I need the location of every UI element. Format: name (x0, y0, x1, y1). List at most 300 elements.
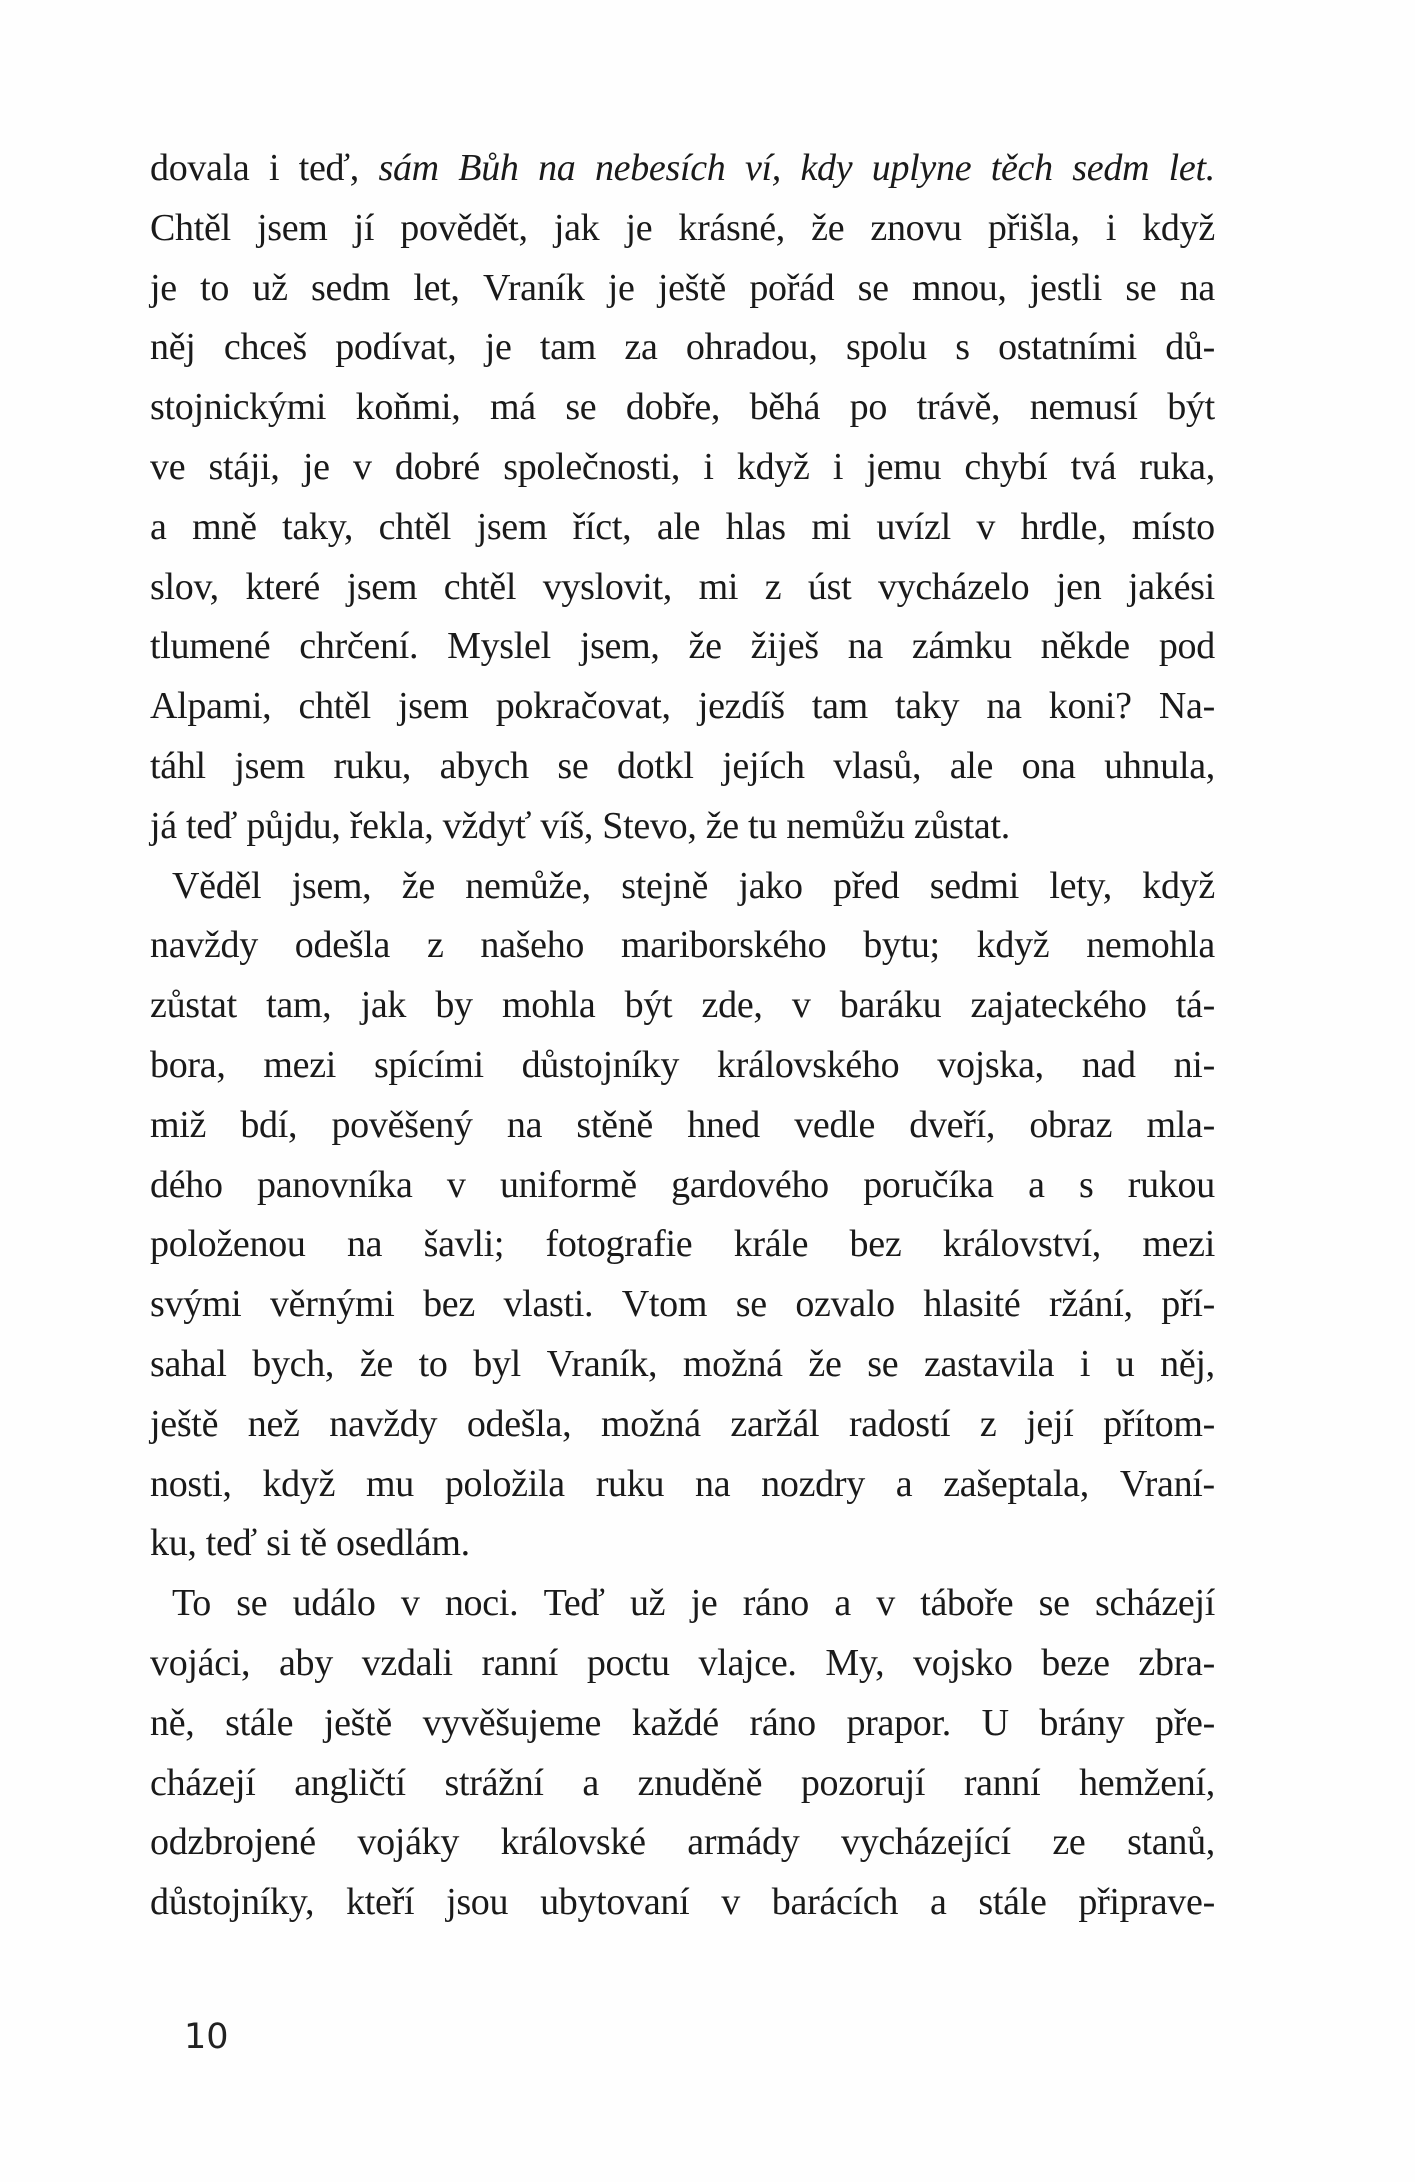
word: nebesích (594, 147, 726, 189)
word: obraz (1029, 1103, 1113, 1146)
paragraph (150, 139, 1215, 857)
word: i (1079, 1342, 1091, 1385)
word: zastavila (923, 1342, 1055, 1385)
word: Teď (543, 1582, 605, 1625)
word: nemůže, (465, 864, 591, 907)
word: být (624, 984, 673, 1027)
word: už (629, 1582, 666, 1625)
word: táboře (920, 1582, 1014, 1625)
word: uplyne (871, 147, 972, 189)
word: Myslel (447, 625, 551, 668)
word: vojáci, (150, 1641, 251, 1684)
word: z (979, 1402, 997, 1445)
word: a (895, 1462, 913, 1505)
text-line (150, 318, 1215, 378)
word: a (150, 505, 167, 548)
word: které (245, 565, 320, 608)
page-number: 10 (184, 2017, 229, 2057)
word: věrnými (269, 1283, 395, 1326)
word: jezdíš (697, 685, 785, 728)
text-line (150, 199, 1215, 259)
word: i (1105, 206, 1117, 249)
text-line (150, 1036, 1215, 1096)
word: scházejí (1095, 1582, 1215, 1625)
word: noci. (444, 1582, 519, 1625)
word: ranní (963, 1761, 1041, 1804)
word: barácích (771, 1881, 899, 1924)
word: kdy (800, 147, 853, 189)
word: miž (150, 1103, 207, 1146)
word: chtěl (443, 565, 517, 608)
word: uvízl (876, 505, 951, 548)
word: mla- (1146, 1103, 1215, 1146)
text-line (150, 1156, 1215, 1216)
word: našeho (480, 924, 585, 967)
word: a (582, 1761, 599, 1804)
word: společnosti, (503, 445, 681, 488)
word: chtěl (298, 685, 371, 728)
word: ozvalo (795, 1283, 895, 1326)
word: Bůh (458, 147, 519, 189)
word: sahal (150, 1342, 227, 1385)
text-line (150, 1275, 1215, 1335)
text-line (150, 976, 1215, 1036)
word: spícími (373, 1043, 484, 1086)
word: trávě, (916, 386, 1001, 429)
word: když (262, 1462, 336, 1505)
word: hned (687, 1103, 760, 1146)
word: navždy (329, 1402, 438, 1445)
text-line (150, 498, 1215, 558)
word: jsem (256, 206, 328, 249)
word: odzbrojené (150, 1821, 316, 1864)
word: ni- (1173, 1043, 1215, 1086)
word: navždy (150, 924, 258, 967)
word: dveří, (909, 1103, 996, 1146)
word: dů- (1165, 326, 1215, 369)
word: a (834, 1582, 851, 1625)
word: radostí (848, 1402, 951, 1445)
word: za (624, 326, 658, 369)
word: možná (682, 1342, 783, 1385)
word: zámku (911, 625, 1012, 668)
text-line (150, 1455, 1215, 1515)
word: dobře, (625, 386, 721, 429)
word: mu (366, 1462, 414, 1505)
word: mezi (263, 1043, 337, 1086)
word: uhnula, (1104, 744, 1215, 787)
word: ve (150, 445, 186, 488)
word: úst (807, 565, 852, 608)
word: stáji, (208, 445, 280, 488)
word: událo (292, 1582, 376, 1625)
word: v (400, 1582, 420, 1625)
word: Chtěl (150, 206, 231, 249)
text-line (150, 1694, 1215, 1754)
word: jsem (398, 685, 469, 728)
word: pozorují (800, 1761, 926, 1804)
word: že (401, 864, 435, 907)
word: mariborského (620, 924, 827, 967)
word: se (565, 386, 597, 429)
word: že (811, 206, 845, 249)
word: panovníka (257, 1163, 413, 1206)
word: stanů, (1127, 1821, 1215, 1864)
word: prapor. (846, 1701, 951, 1744)
word: poručíka (863, 1163, 994, 1206)
word: abych (439, 744, 529, 787)
word: aby (278, 1641, 333, 1684)
word: dobré (394, 445, 480, 488)
word: tam (539, 326, 596, 369)
word: bez (423, 1283, 475, 1326)
word: ze (1052, 1821, 1086, 1864)
word: fotografie (545, 1223, 693, 1266)
word: ráno (749, 1701, 816, 1744)
word: se (1125, 266, 1157, 309)
word: i (268, 147, 280, 189)
word: beze (1041, 1641, 1110, 1684)
word: každé (631, 1701, 719, 1744)
word: ohradou, (685, 326, 818, 369)
word: pře- (1155, 1701, 1215, 1744)
word: strážní (444, 1761, 544, 1804)
word: než (247, 1402, 300, 1445)
word: ještě (323, 1701, 392, 1744)
word: ještě (657, 266, 726, 309)
word: položenou (150, 1223, 306, 1266)
word: To (172, 1582, 211, 1625)
text-line (150, 857, 1215, 917)
word: podívat, (335, 326, 457, 369)
word: bdí, (240, 1103, 298, 1146)
text-line (150, 677, 1215, 737)
word: s (955, 326, 970, 369)
word: zajateckého (970, 984, 1147, 1027)
word: mohla (501, 984, 596, 1027)
word: koni? (1048, 685, 1132, 728)
word: to (200, 266, 230, 309)
word: tam, (266, 984, 332, 1027)
word: by (435, 984, 473, 1027)
word: její (1026, 1402, 1074, 1445)
word: říct, (572, 505, 632, 548)
word: ruku (595, 1462, 665, 1505)
text-line (150, 1215, 1215, 1275)
word: se (735, 1283, 767, 1326)
word: místo (1131, 505, 1215, 548)
word: tvá (1070, 445, 1117, 488)
word: před (833, 864, 900, 907)
word: sedm (311, 266, 391, 309)
word: ostatními (998, 326, 1137, 369)
word: taky (895, 685, 960, 728)
word: znuděně (637, 1761, 763, 1804)
paragraph (150, 857, 1215, 1575)
word: někde (1040, 625, 1130, 668)
word: jsem (234, 744, 305, 787)
word: je (150, 266, 177, 309)
word: taky, (282, 505, 354, 548)
word: let, (413, 266, 460, 309)
word: je (625, 206, 653, 249)
word: angličtí (294, 1761, 406, 1804)
word: táhl (150, 744, 206, 787)
text-line (150, 1634, 1215, 1694)
word: důstojníky (521, 1043, 680, 1086)
word: dotkl (616, 744, 694, 787)
word: krále (733, 1223, 809, 1266)
word: po (849, 386, 888, 429)
word: povědět, (400, 206, 528, 249)
word: ně, (150, 1701, 195, 1744)
word: mezi (1142, 1223, 1215, 1266)
word: se (236, 1582, 268, 1625)
paragraph (150, 1574, 1215, 1933)
text-line (150, 378, 1215, 438)
word: jsou (446, 1881, 509, 1924)
word: nemohla (1086, 924, 1215, 967)
word: v (721, 1881, 740, 1924)
word: ráno (742, 1582, 810, 1625)
text-segment: ku, teď si tě osedlám. (150, 1522, 470, 1565)
word: Věděl (172, 864, 262, 907)
word: ještě (150, 1402, 219, 1445)
word: pořád (749, 266, 835, 309)
text-segment: já teď půjdu, řekla, vždyť víš, Stevo, že tu nemůžu zůstat. (150, 804, 1010, 847)
word: hlas (725, 505, 786, 548)
word: důstojníky, (150, 1881, 315, 1924)
word: dého (150, 1163, 223, 1206)
word: ona (1021, 744, 1076, 787)
word: v (791, 984, 811, 1027)
word: na (847, 625, 883, 668)
word: přítom- (1103, 1402, 1215, 1445)
word: Na- (1158, 685, 1215, 728)
word: těch (990, 147, 1053, 189)
word: je (484, 326, 512, 369)
word: stále (225, 1701, 294, 1744)
word: když (736, 445, 810, 488)
text-line (150, 1514, 1215, 1574)
word: ví, (744, 147, 781, 189)
word: cházejí (150, 1761, 256, 1804)
word: brány (1039, 1701, 1125, 1744)
word: na (506, 1103, 543, 1146)
word: možná (600, 1402, 701, 1445)
word: chybí (964, 445, 1048, 488)
word: sám (378, 147, 439, 189)
word: uniformě (499, 1163, 637, 1206)
text-line (150, 797, 1215, 857)
text-line (150, 259, 1215, 319)
word: na (1179, 266, 1215, 309)
word: ranní (481, 1641, 559, 1684)
text-line (150, 1335, 1215, 1395)
word: nad (1081, 1043, 1136, 1086)
word: My, (825, 1641, 885, 1684)
word: i (703, 445, 714, 488)
word: slov, (150, 565, 219, 608)
word: že (688, 625, 722, 668)
word: zůstat (150, 984, 237, 1027)
text-line (150, 558, 1215, 618)
word: královského (716, 1043, 900, 1086)
word: v (352, 445, 372, 488)
text-line (150, 438, 1215, 498)
word: v (446, 1163, 466, 1206)
text-line (150, 1574, 1215, 1634)
word: vycházející (841, 1821, 1011, 1864)
word: mně (192, 505, 257, 548)
word: když (976, 924, 1050, 967)
word: v (976, 505, 996, 548)
word: vlasti. (503, 1283, 594, 1326)
word: vyslovit, (542, 565, 672, 608)
word: nozdry (761, 1462, 865, 1505)
word: jejích (722, 744, 805, 787)
word: lety, (1049, 864, 1112, 907)
word: pří- (1161, 1283, 1215, 1326)
word: mi (811, 505, 851, 548)
word: se (557, 744, 589, 787)
word: to (418, 1342, 448, 1385)
word: vojsko (913, 1641, 1013, 1684)
word: má (489, 386, 536, 429)
word: tam (811, 685, 868, 728)
word: ruka, (1139, 445, 1215, 488)
word: spolu (845, 326, 927, 369)
word: gardového (671, 1163, 829, 1206)
word: poctu (586, 1641, 670, 1684)
word: na (986, 685, 1022, 728)
text-line (150, 1096, 1215, 1156)
word: U (981, 1701, 1009, 1744)
text-line (150, 737, 1215, 797)
word: jen (1055, 565, 1102, 608)
word: že (359, 1342, 393, 1385)
word: je (690, 1582, 718, 1625)
word: že (808, 1342, 842, 1385)
word: vycházelo (877, 565, 1030, 608)
word: tlumené (150, 625, 271, 668)
word: jak (360, 984, 407, 1027)
word: ale (949, 744, 994, 787)
word: na (538, 147, 576, 189)
word: jak (553, 206, 600, 249)
word: na (695, 1462, 731, 1505)
text-line (150, 1395, 1215, 1455)
word: žiješ (750, 625, 819, 668)
word: se (867, 1342, 899, 1385)
word: pověšený (331, 1103, 473, 1146)
word: v (876, 1582, 895, 1625)
word: nemusí (1029, 386, 1138, 429)
text-line (150, 916, 1215, 976)
text-line (150, 1813, 1215, 1873)
word: vzdali (361, 1641, 453, 1684)
word: vlajce. (698, 1641, 797, 1684)
word: být (1167, 386, 1215, 429)
word: a (1028, 1163, 1045, 1206)
word: Vraník (482, 266, 585, 309)
word: je (302, 445, 330, 488)
word: položila (444, 1462, 565, 1505)
word: Vraník, (546, 1342, 658, 1385)
word: ubytovaní (540, 1881, 690, 1924)
word: chrčení. (299, 625, 419, 668)
word: něj (150, 326, 196, 369)
word: Vtom (621, 1283, 708, 1326)
word: chtěl (378, 505, 452, 548)
word: běhá (749, 386, 821, 429)
word: královské (500, 1821, 646, 1864)
word: mnou, (912, 266, 1007, 309)
word: jsem (346, 565, 418, 608)
word: stěně (576, 1103, 654, 1146)
word: zaržál (730, 1402, 820, 1445)
text-line (150, 139, 1215, 199)
word: pokračovat, (495, 685, 671, 728)
word: něj, (1160, 1342, 1215, 1385)
word: krásné, (678, 206, 785, 249)
word: stejně (621, 864, 709, 907)
word: království, (942, 1223, 1101, 1266)
word: hrdle, (1020, 505, 1107, 548)
word: svými (150, 1283, 242, 1326)
word: vedle (794, 1103, 876, 1146)
word: sedm (1072, 147, 1150, 189)
word: znovu (870, 206, 962, 249)
word: přišla, (987, 206, 1080, 249)
word: s (1078, 1163, 1094, 1206)
text-line (150, 1754, 1215, 1814)
word: jí (353, 206, 375, 249)
word: bych, (252, 1342, 335, 1385)
word: šavli; (423, 1223, 505, 1266)
word: stojnickými (150, 386, 327, 429)
word: už (252, 266, 288, 309)
word: sedmi (929, 864, 1020, 907)
word: připrave- (1078, 1881, 1215, 1924)
text-line (150, 617, 1215, 677)
word: Alpami, (150, 685, 272, 728)
word: bytu; (863, 924, 940, 967)
word: Vraní- (1119, 1462, 1215, 1505)
word: na (346, 1223, 383, 1266)
word: se (857, 266, 889, 309)
word: rukou (1127, 1163, 1215, 1206)
word: teď, (298, 147, 359, 189)
word: vyvěšujeme (422, 1701, 602, 1744)
word: se (1038, 1582, 1070, 1625)
word: ruku, (333, 744, 412, 787)
word: když (1142, 864, 1215, 907)
text-line (150, 1873, 1215, 1933)
word: zašeptala, (943, 1462, 1089, 1505)
word: a (929, 1881, 947, 1924)
word: bora, (150, 1043, 226, 1086)
word: odešla (294, 924, 391, 967)
word: baráku (839, 984, 942, 1027)
word: pod (1158, 625, 1215, 668)
word: ale (656, 505, 701, 548)
word: mi (698, 565, 739, 608)
word: vlasů, (833, 744, 922, 787)
word: jestli (1029, 266, 1102, 309)
word: jakési (1128, 565, 1215, 608)
word: když (1142, 206, 1215, 249)
